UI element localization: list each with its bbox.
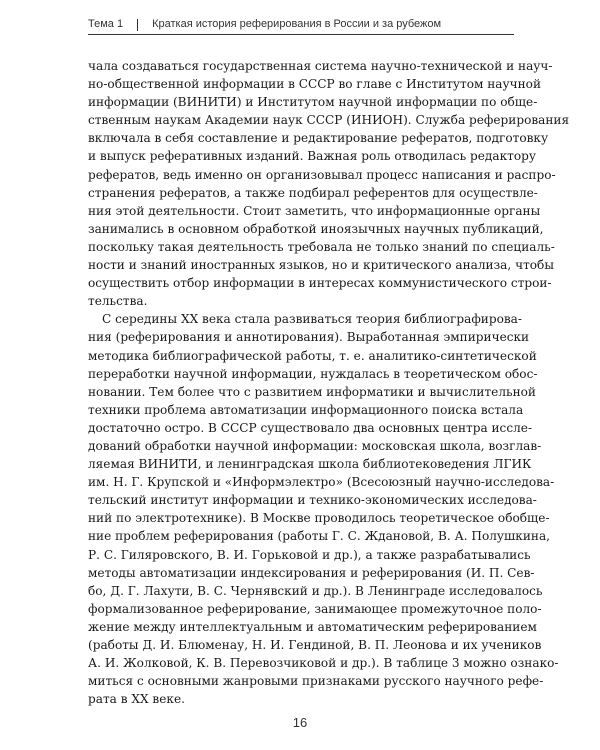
text-line: информации (ВИНИТИ) и Институтом научной информации по обще-	[88, 95, 538, 110]
text-line: ственным наукам Академии наук СССР (ИНИОН). Служба реферирования	[88, 113, 570, 128]
text-line: ний по электротехнике). В Москве проводилось теоретическое обобще-	[88, 511, 550, 526]
text-line: и выпуск реферативных изданий. Важная роль отводилась редактору	[88, 149, 536, 164]
text-line: методы автоматизации индексирования и реферирования (И. П. Сев-	[88, 565, 535, 580]
text-line: новании. Тем более что с развитием информатики и вычислительной	[88, 384, 536, 399]
text-line: тельства.	[88, 294, 148, 309]
text-line: ляемая ВИНИТИ, и ленинградская школа библиотековедения ЛГИК	[88, 457, 532, 472]
page-number: 16	[292, 715, 308, 730]
text-line: (работы Д. И. Блюменау, Н. И. Гендиной, В. П. Леонова и их учеников	[88, 638, 542, 652]
text-line: техники проблема автоматизации информационного поиска встала	[88, 402, 524, 417]
text-line: формализованное реферирование, занимающее промежуточное поло-	[88, 601, 542, 616]
text-line: методика библиографической работы, т. е. аналитико-синтетической	[88, 348, 537, 363]
text-line: ния (реферирования и аннотирования). Выработанная эмпирически	[88, 330, 530, 345]
text-line: А. И. Жолковой, К. В. Перевозчиковой и др.). В таблице 3 можно ознако-	[88, 656, 559, 671]
text-line: странения рефератов, а также подбирал референтов для осуществле-	[88, 185, 538, 200]
header-divider	[137, 19, 138, 31]
body-text	[88, 57, 570, 708]
text-line: рата в XX веке.	[88, 692, 185, 707]
text-line: осуществить отбор информации в интересах коммунистического строи-	[88, 276, 552, 291]
text-line: рефератов, ведь именно он организовывал процесс написания и распро-	[88, 167, 556, 182]
text-line: им. Н. Г. Крупской и «Информэлектро» (Всесоюзный научно-исследова-	[88, 475, 555, 490]
paragraph-1	[88, 57, 570, 310]
text-line: ние проблем реферирования (работы Г. С. Ждановой, В. А. Полушкина,	[88, 529, 551, 544]
text-line: Р. С. Гиляровского, В. И. Горьковой и др.), а также разрабатывались	[88, 547, 531, 562]
text-line: бо, Д. Г. Лахути, В. С. Чернявский и др.). В Ленинграде исследовалось	[88, 583, 543, 598]
text-line: достаточно остро. В СССР существовало два основных центра иссле-	[88, 420, 533, 435]
text-line: С середины XX века стала развиваться теория библиографирова-	[102, 312, 522, 327]
text-line: миться с основными жанровыми признаками русского научного рефе-	[88, 674, 544, 689]
text-line: но-общественной информации в СССР во главе с Институтом научной	[88, 77, 542, 92]
header-section: Тема 1	[88, 18, 124, 30]
text-line: поскольку такая деятельность требовала не только знаний по специаль-	[88, 239, 555, 254]
text-line: дований обработки научной информации: московская школа, возглав-	[88, 438, 542, 453]
header-title: Краткая история реферирования в России и за рубежом	[152, 18, 442, 30]
text-line: ния этой деятельности. Стоит заметить, что информационные органы	[88, 203, 541, 218]
text-line: ности и знаний иностранных языков, но и критического анализа, чтобы	[88, 258, 554, 273]
text-line: включала в себя составление и редактирование рефератов, подготовку	[88, 131, 549, 146]
text-line: тельский институт информации и технико-экономических исследова-	[88, 493, 537, 508]
text-line: жение между интеллектуальным и автоматическим реферированием	[88, 619, 537, 634]
paragraph-2	[88, 310, 559, 708]
running-header	[88, 18, 514, 35]
text-line: чала создаваться государственная система научно-технической и науч-	[88, 59, 553, 73]
text-line: переработки научной информации, нуждалась в теоретическом обос-	[88, 366, 538, 381]
text-line: занимались в основном обработкой иноязычных научных публикаций,	[88, 221, 544, 236]
